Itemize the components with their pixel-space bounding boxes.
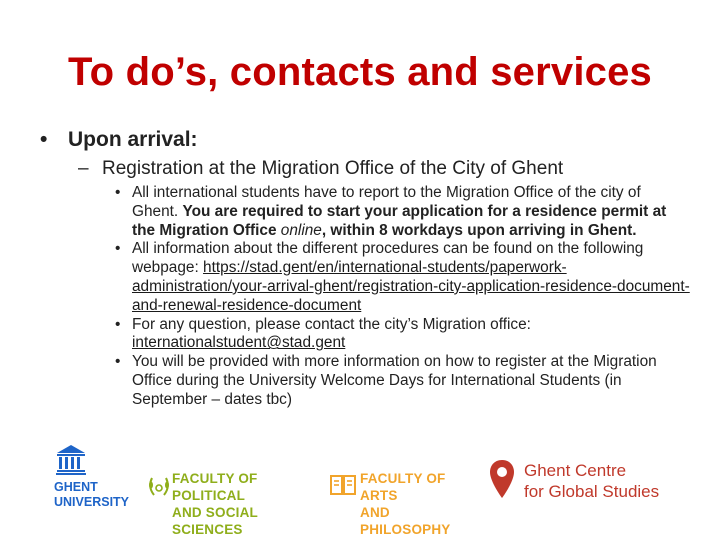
item-text-bold: You are required to start your application for a residence permit at the Migration Office [132,202,667,239]
logo-text: Ghent Centre [524,461,627,480]
faculty-political-social-sciences-logo [148,470,318,537]
ghent-centre-global-studies-logo [488,458,688,508]
bullet-icon: • [115,315,121,333]
email-link[interactable]: internationalstudent@stad.gent [132,334,346,352]
ghent-university-logo [54,444,130,514]
logo-text: AND SOCIAL SCIENCES [172,505,258,537]
item-text: For any question, please contact the city’s Migration office: [132,315,531,333]
bullet-icon: • [115,184,121,201]
logo-text: for Global Studies [524,482,660,501]
bullet-icon: • [115,240,121,258]
bullet-label: Upon arrival: [68,128,198,151]
logo-bar [0,440,720,537]
list-item [115,240,690,315]
bullet-icon: • [40,128,48,151]
location-pin-icon [488,458,516,502]
university-building-icon [56,444,86,476]
bullet-upon-arrival [40,128,198,152]
dash-icon: – [78,158,89,179]
sub-heading-label: Registration at the Migration Office of the City of Ghent [102,158,564,179]
logo-text: FACULTY OF POLITICAL [172,471,258,503]
item-text: All information about the different procedures can be found on the following webpage: [132,240,644,277]
registration-details-list [115,184,690,410]
item-text-italic: online [280,221,322,239]
item-text: You will be provided with more information on how to register at the Migration Office during the University Welcome Days for International Students (in September – dates tbc) [132,353,657,408]
list-item [115,353,690,409]
slide-title: To do’s, contacts and services [68,50,652,94]
faculty-arts-philosophy-logo [330,470,470,537]
logo-text: AND PHILOSOPHY [360,505,451,537]
stad-gent-link[interactable]: https://stad.gent/en/international-students/paperwork-administration/your-arrival-ghent/registration-city-application-residence-document-and-renewal-residence-document [132,259,690,314]
logo-text: UNIVERSITY [54,495,130,509]
sub-heading [78,158,563,180]
logo-text: GHENT [54,480,98,494]
book-icon [330,473,356,497]
logo-text: FACULTY OF ARTS [360,471,446,503]
list-item [115,316,690,354]
bullet-icon: • [115,353,121,371]
laurel-icon [148,473,170,497]
item-text-bold: , within 8 workdays upon arriving in Ghent. [321,221,637,239]
list-item [115,184,690,240]
item-text: All international students have to report to the Migration Office of the city of Ghent. [132,184,641,220]
